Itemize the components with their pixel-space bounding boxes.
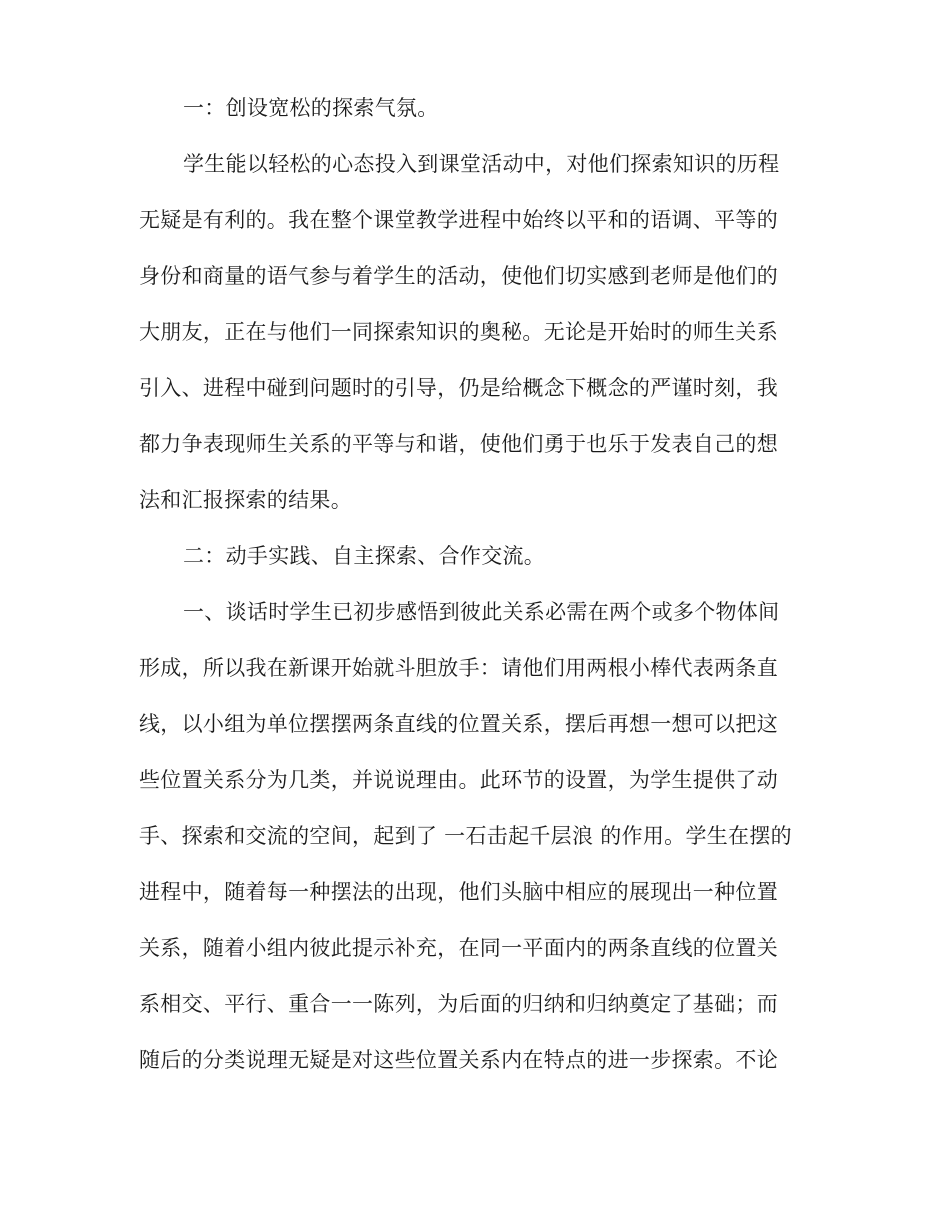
paragraph-2-line-1: 一、谈话时学生已初步感悟到彼此关系必需在两个或多个物体间 <box>183 600 780 624</box>
paragraph-2-line-3: 线，以小组为单位摆摆两条直线的位置关系，摆后再想一想可以把这 <box>139 712 778 736</box>
paragraph-1-line-2: 无疑是有利的。我在整个课堂教学进程中始终以平和的语调、平等的 <box>139 208 778 232</box>
paragraph-1-line-3: 身份和商量的语气参与着学生的活动，使他们切实感到老师是他们的 <box>139 264 778 288</box>
paragraph-1-line-1: 学生能以轻松的心态投入到课堂活动中，对他们探索知识的历程 <box>183 152 780 176</box>
section-heading-1: 一：创设宽松的探索气氛。 <box>183 96 439 120</box>
paragraph-1-line-6: 都力争表现师生关系的平等与和谐，使他们勇于也乐于发表自己的想 <box>139 432 778 456</box>
paragraph-2-line-5: 手、探索和交流的空间，起到了 一石击起千层浪 的作用。学生在摆的 <box>139 824 792 848</box>
paragraph-1-line-7: 法和汇报探索的结果。 <box>139 488 352 512</box>
paragraph-2-line-2: 形成，所以我在新课开始就斗胆放手：请他们用两根小棒代表两条直 <box>139 656 778 680</box>
paragraph-2-line-8: 系相交、平行、重合一一陈列，为后面的归纳和归纳奠定了基础；而 <box>139 992 778 1016</box>
paragraph-1-line-4: 大朋友，正在与他们一同探索知识的奥秘。无论是开始时的师生关系 <box>139 320 778 344</box>
paragraph-2-line-6: 进程中，随着每一种摆法的出现，他们头脑中相应的展现出一种位置 <box>139 880 778 904</box>
paragraph-2-line-4: 些位置关系分为几类，并说说理由。此环节的设置，为学生提供了动 <box>139 768 778 792</box>
section-heading-2: 二：动手实践、自主探索、合作交流。 <box>183 544 546 568</box>
paragraph-2-line-7: 关系，随着小组内彼此提示补充，在同一平面内的两条直线的位置关 <box>139 936 778 960</box>
paragraph-1-line-5: 引入、进程中碰到问题时的引导，仍是给概念下概念的严谨时刻，我 <box>139 376 778 400</box>
paragraph-2-line-9: 随后的分类说理无疑是对这些位置关系内在特点的进一步探索。不论 <box>139 1048 778 1072</box>
